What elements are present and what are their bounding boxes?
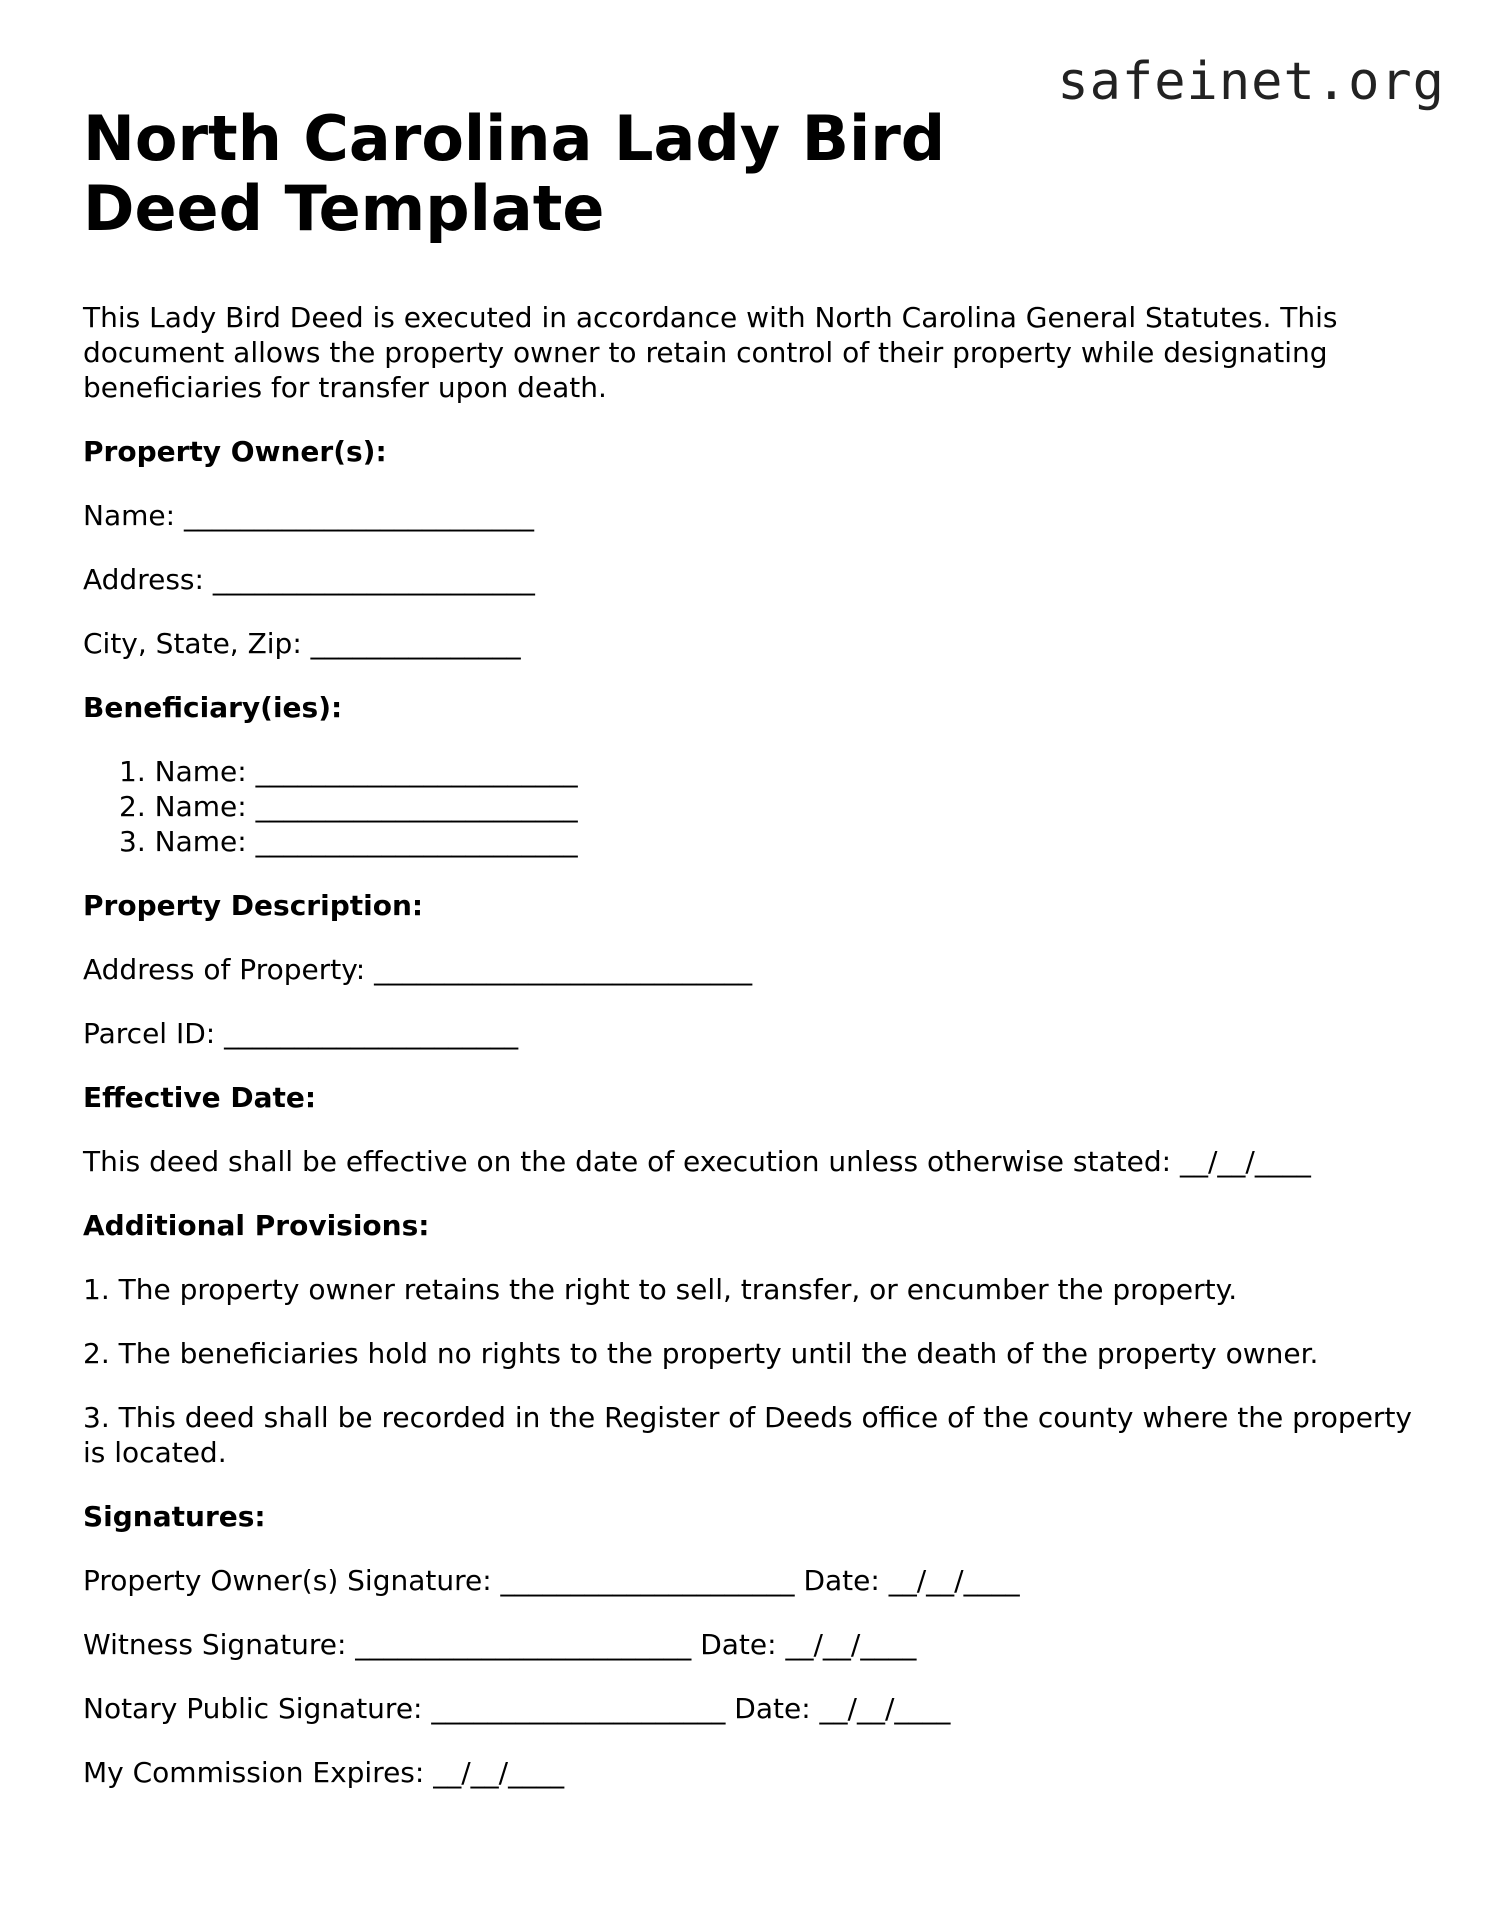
owner-city-field: City, State, Zip: _______________: [83, 627, 521, 660]
beneficiaries-heading: Beneficiary(ies):: [83, 691, 343, 724]
notary-signature-line: Notary Public Signature: _____________________ Date: __/__/____: [83, 1692, 951, 1725]
owner-heading: Property Owner(s):: [83, 435, 387, 468]
beneficiaries-list: [83, 754, 1413, 859]
effective-date-heading: Effective Date:: [83, 1081, 317, 1114]
watermark: safeinet.org: [1057, 52, 1445, 112]
document-body: [83, 104, 1413, 1790]
effective-date-text: This deed shall be effective on the date of execution unless otherwise stated: __/__/____: [83, 1145, 1311, 1178]
commission-expires-line: My Commission Expires: __/__/____: [83, 1756, 565, 1789]
owner-address-field: Address: _______________________: [83, 563, 535, 596]
provision-item: 3. This deed shall be recorded in the Register of Deeds office of the county where the property is located.: [83, 1401, 1412, 1469]
page-title: North Carolina Lady Bird Deed Template: [83, 102, 946, 245]
beneficiary-item: 3. Name: _______________________: [119, 824, 1413, 859]
witness-signature-line: Witness Signature: ________________________ Date: __/__/____: [83, 1628, 917, 1661]
provision-item: 2. The beneficiaries hold no rights to the property until the death of the property owner.: [83, 1337, 1319, 1370]
parcel-id-field: Parcel ID: _____________________: [83, 1017, 519, 1050]
provision-item: 1. The property owner retains the right to sell, transfer, or encumber the property.: [83, 1273, 1238, 1306]
beneficiary-item: 1. Name: _______________________: [119, 754, 1413, 789]
property-heading: Property Description:: [83, 889, 424, 922]
provisions-heading: Additional Provisions:: [83, 1209, 430, 1242]
beneficiary-item: 2. Name: _______________________: [119, 789, 1413, 824]
property-address-field: Address of Property: ___________________________: [83, 953, 753, 986]
signatures-heading: Signatures:: [83, 1500, 266, 1533]
owner-name-field: Name: _________________________: [83, 499, 534, 532]
owner-signature-line: Property Owner(s) Signature: _____________________ Date: __/__/____: [83, 1564, 1020, 1597]
intro-paragraph: This Lady Bird Deed is executed in accordance with North Carolina General Statutes. This document allows the property owner to retain control of their property while designating beneficiaries for transfer upon death.: [83, 301, 1338, 404]
